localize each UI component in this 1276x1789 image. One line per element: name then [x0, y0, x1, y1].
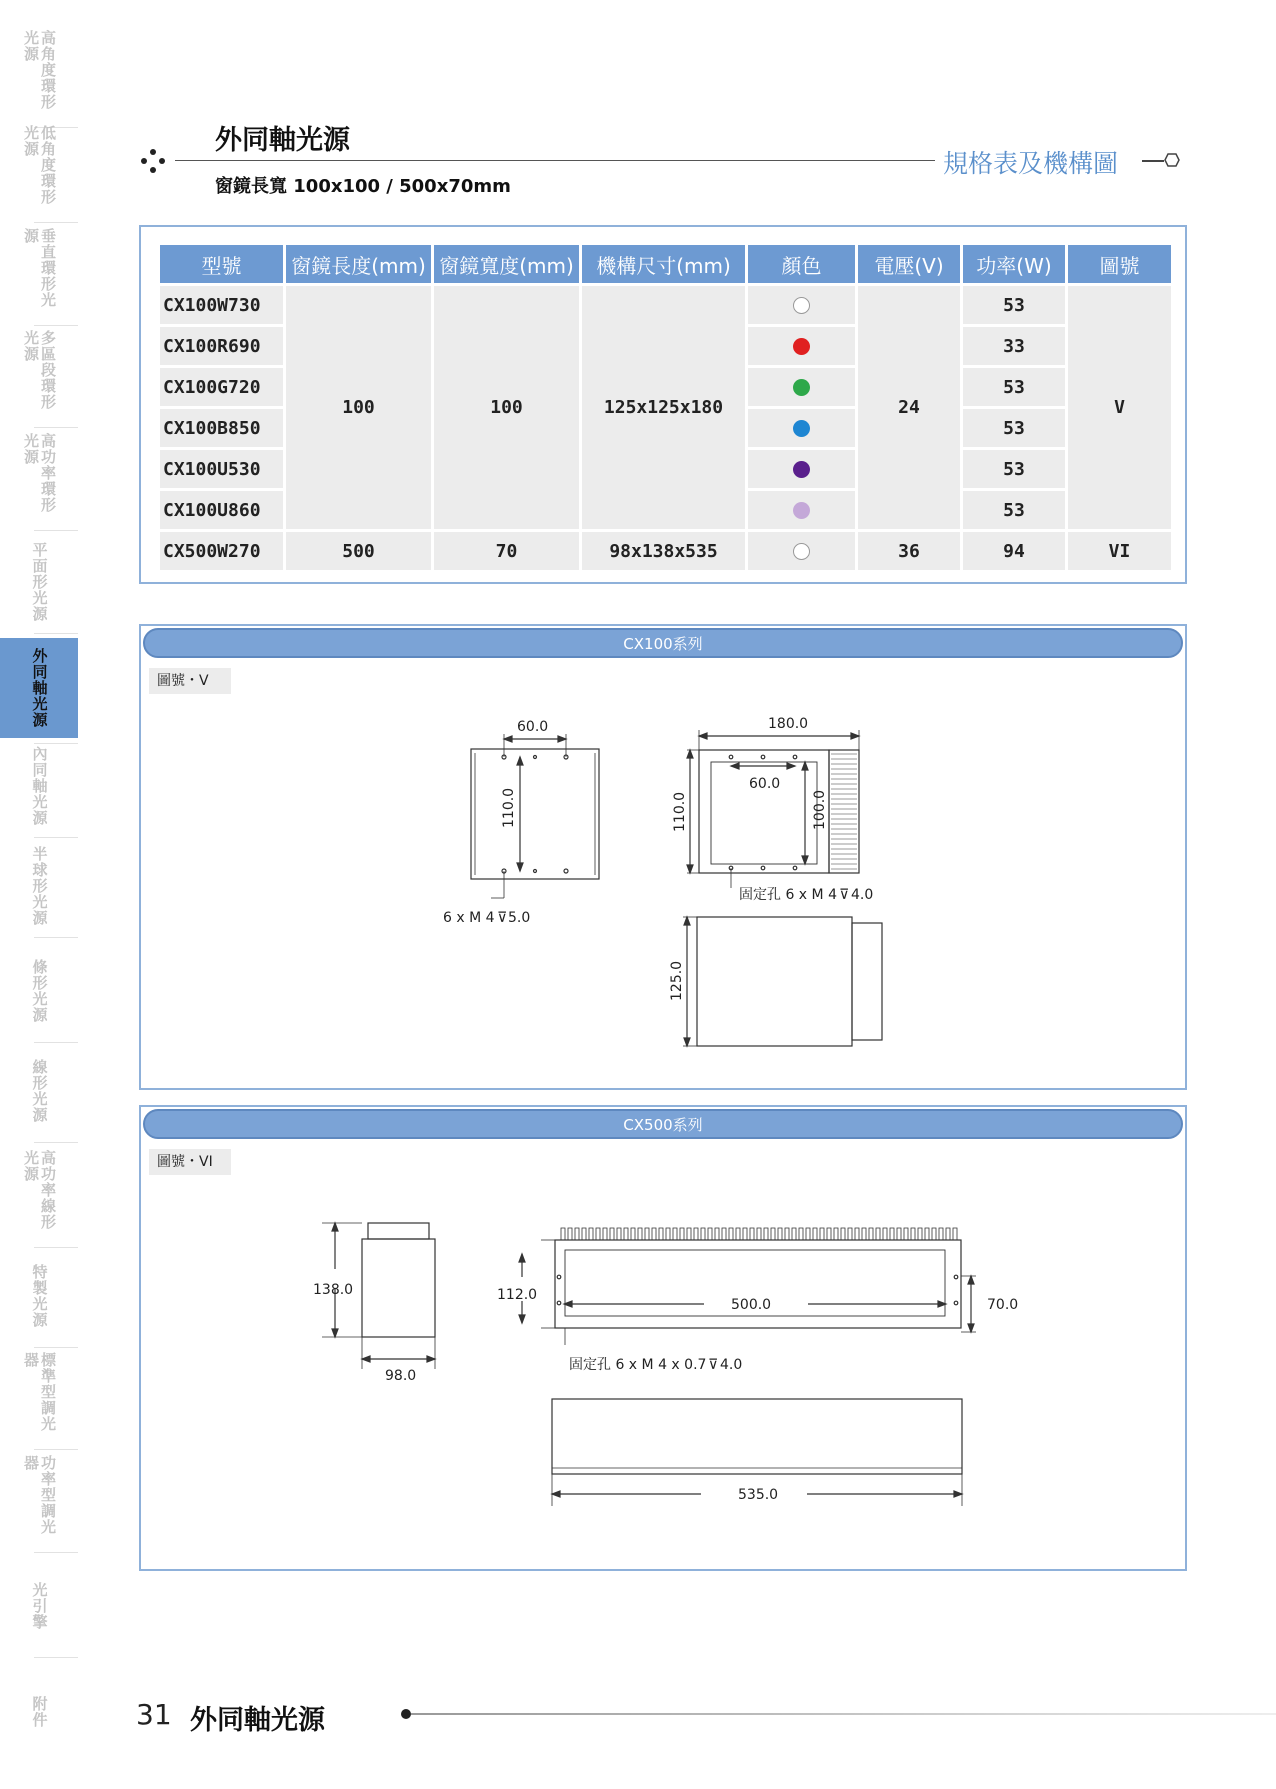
cell-figure: VI [1068, 532, 1171, 570]
dim-label-d5: 60.0 [749, 776, 781, 792]
cell-model: CX100B850 [160, 409, 283, 447]
page-number: 31 [136, 1698, 172, 1731]
cell-window-width: 100 [434, 286, 579, 529]
cell-window-length: 500 [286, 532, 431, 570]
section-label: 規格表及機構圖 [943, 149, 1119, 178]
col-color: 顏色 [748, 245, 855, 283]
sidebar-item-label: 外同軸光源 [30, 648, 49, 728]
dim-label-d3: 112.0 [497, 1287, 538, 1303]
cell-color [748, 286, 855, 324]
sidebar-item[interactable] [0, 740, 78, 832]
sidebar-item-label: 平面形光源 [30, 542, 49, 622]
sidebar-item[interactable] [0, 638, 78, 738]
sidebar-item-label: 多區段環形光源 [22, 330, 57, 410]
cell-color [748, 491, 855, 529]
header-rule [175, 160, 935, 161]
cell-power: 33 [963, 327, 1065, 365]
depth-icon: ⊽ [839, 887, 850, 903]
cell-window-length: 100 [286, 286, 431, 529]
dim-label-d2: 110.0 [501, 787, 517, 828]
cell-color [748, 368, 855, 406]
sidebar-divider [34, 633, 78, 634]
dim-label-d9: 125.0 [669, 960, 685, 1001]
cell-voltage: 36 [858, 532, 960, 570]
dim-label-d8b: 4.0 [851, 887, 874, 903]
sidebar-item[interactable] [0, 433, 78, 525]
cell-power: 53 [963, 409, 1065, 447]
dim-label-d1: 138.0 [313, 1282, 354, 1298]
footer-bullet [401, 1709, 411, 1719]
sidebar-divider [34, 1552, 78, 1553]
spec-table-box [139, 225, 1187, 584]
sidebar-item[interactable] [0, 536, 78, 628]
footer-rule [411, 1713, 1276, 1715]
sidebar-item[interactable] [0, 1250, 78, 1342]
spec-table [157, 242, 1174, 573]
dim-label-d6: 110.0 [672, 791, 688, 832]
sidebar-item[interactable] [0, 125, 78, 217]
section-rule [1142, 160, 1164, 162]
table-row [160, 286, 1171, 324]
cell-color [748, 532, 855, 570]
cx500-end-body [362, 1239, 435, 1337]
sidebar-item-label: 半球形光源 [30, 846, 49, 926]
cell-model: CX500W270 [160, 532, 283, 570]
cell-model: CX100G720 [160, 368, 283, 406]
table-row [160, 532, 1171, 570]
spec-table-header [160, 245, 1171, 283]
sidebar-item-label: 內同軸光源 [30, 746, 49, 826]
figure-label: 圖號・V [149, 668, 231, 694]
cell-dimensions: 98x138x535 [582, 532, 745, 570]
cx100-top-body [699, 750, 829, 873]
cell-power: 53 [963, 450, 1065, 488]
sidebar-item-label: 附件 [30, 1696, 49, 1728]
sidebar-divider [34, 937, 78, 938]
cx500-drawing [141, 1107, 1189, 1573]
sidebar-item[interactable] [0, 840, 78, 932]
cx100-front-body [471, 749, 599, 879]
cell-window-width: 70 [434, 532, 579, 570]
sidebar-divider [34, 530, 78, 531]
sidebar-item-label: 線形光源 [30, 1059, 49, 1123]
cell-power: 94 [963, 532, 1065, 570]
cell-model: CX100W730 [160, 286, 283, 324]
panel-title: CX100系列 [623, 634, 703, 653]
sidebar-divider [34, 222, 78, 223]
sidebar-divider [34, 1347, 78, 1348]
cell-power: 53 [963, 368, 1065, 406]
color-swatch [793, 502, 810, 519]
dim-label-d4: 180.0 [768, 716, 809, 732]
sidebar-divider [34, 1142, 78, 1143]
sidebar-divider [34, 837, 78, 838]
sidebar-item[interactable] [0, 1352, 78, 1444]
color-swatch [793, 379, 810, 396]
col-model: 型號 [160, 245, 283, 283]
sidebar-item-label: 條形光源 [30, 959, 49, 1023]
sidebar-divider [34, 325, 78, 326]
sidebar-item-label: 高功率環形光源 [22, 433, 57, 513]
color-swatch [793, 543, 810, 560]
sidebar-item-label: 垂直環形光源 [22, 228, 57, 308]
panel-title: CX500系列 [623, 1115, 703, 1134]
sidebar-divider [34, 427, 78, 428]
dim-label-d3b: 5.0 [508, 910, 531, 926]
sidebar-divider [34, 1449, 78, 1450]
sidebar-item[interactable] [0, 30, 78, 122]
color-swatch [793, 461, 810, 478]
cell-model: CX100U530 [160, 450, 283, 488]
footer-title: 外同軸光源 [190, 1705, 325, 1736]
dim-label-d3: 6 x M 4 [443, 910, 495, 926]
col-window-length: 窗鏡長度(mm) [286, 245, 431, 283]
drawing-panel-cx500 [139, 1105, 1187, 1571]
sidebar-item-label: 功率型調光器 [22, 1455, 57, 1535]
sidebar-item-label: 低角度環形光源 [22, 125, 57, 205]
cell-voltage: 24 [858, 286, 960, 529]
sidebar-item[interactable] [0, 1045, 78, 1137]
dim-label-d6: 固定孔 6 x M 4 x 0.7 [569, 1357, 707, 1373]
cell-power: 53 [963, 286, 1065, 324]
dim-label-d7: 535.0 [738, 1487, 779, 1503]
dim-label-d7: 100.0 [812, 789, 828, 830]
cx500-side-body [552, 1399, 962, 1474]
heatsink-fins [831, 754, 857, 869]
cell-color [748, 409, 855, 447]
cell-color [748, 450, 855, 488]
dots-icon [140, 148, 166, 174]
cell-color [748, 327, 855, 365]
cx100-drawing [141, 626, 1189, 1092]
cell-model: CX100U860 [160, 491, 283, 529]
col-power: 功率(W) [963, 245, 1065, 283]
sidebar-divider [34, 1042, 78, 1043]
cell-dimensions: 125x125x180 [582, 286, 745, 529]
cell-model: CX100R690 [160, 327, 283, 365]
page-title: 外同軸光源 [215, 125, 350, 156]
sidebar-item-label: 特製光源 [30, 1264, 49, 1328]
sidebar-item-label: 光引擎 [30, 1582, 49, 1630]
sidebar-item-label: 標準型調光器 [22, 1352, 57, 1432]
col-window-width: 窗鏡寬度(mm) [434, 245, 579, 283]
sidebar-item[interactable] [0, 1560, 78, 1652]
hexagon-icon [1164, 153, 1180, 167]
dim-label-d1: 60.0 [517, 719, 549, 735]
heatsink-fins [561, 1228, 957, 1240]
col-voltage: 電壓(V) [858, 245, 960, 283]
color-swatch [793, 297, 810, 314]
sidebar-item[interactable] [0, 1666, 78, 1758]
sidebar-item[interactable] [0, 330, 78, 422]
cell-figure: V [1068, 286, 1171, 529]
sidebar-item[interactable] [0, 945, 78, 1037]
sidebar-item-label: 高角度環形光源 [22, 30, 57, 110]
color-swatch [793, 420, 810, 437]
depth-icon: ⊽ [708, 1357, 719, 1373]
sidebar-item-label: 高功率線形光源 [22, 1150, 57, 1230]
sidebar-item[interactable] [0, 228, 78, 320]
sidebar [0, 0, 78, 1789]
sidebar-item[interactable] [0, 1455, 78, 1547]
dim-label-d5: 70.0 [987, 1297, 1019, 1313]
figure-label: 圖號・VI [149, 1149, 231, 1175]
cx500-top-body [555, 1240, 961, 1328]
dim-label-d4: 500.0 [731, 1297, 772, 1313]
drawing-panel-cx100 [139, 624, 1187, 1090]
cell-power: 53 [963, 491, 1065, 529]
page-subtitle: 窗鏡長寬 100x100 / 500x70mm [215, 176, 511, 197]
dim-label-d2: 98.0 [385, 1368, 417, 1384]
color-swatch [793, 338, 810, 355]
sidebar-divider [34, 1657, 78, 1658]
col-figure: 圖號 [1068, 245, 1171, 283]
col-dimensions: 機構尺寸(mm) [582, 245, 745, 283]
cx100-side-body [697, 917, 852, 1046]
sidebar-divider [34, 1247, 78, 1248]
dim-label-d8: 固定孔 6 x M 4 [739, 887, 837, 903]
depth-icon: ⊽ [497, 910, 508, 926]
sidebar-item[interactable] [0, 1150, 78, 1242]
dim-label-d6b: 4.0 [720, 1357, 743, 1373]
